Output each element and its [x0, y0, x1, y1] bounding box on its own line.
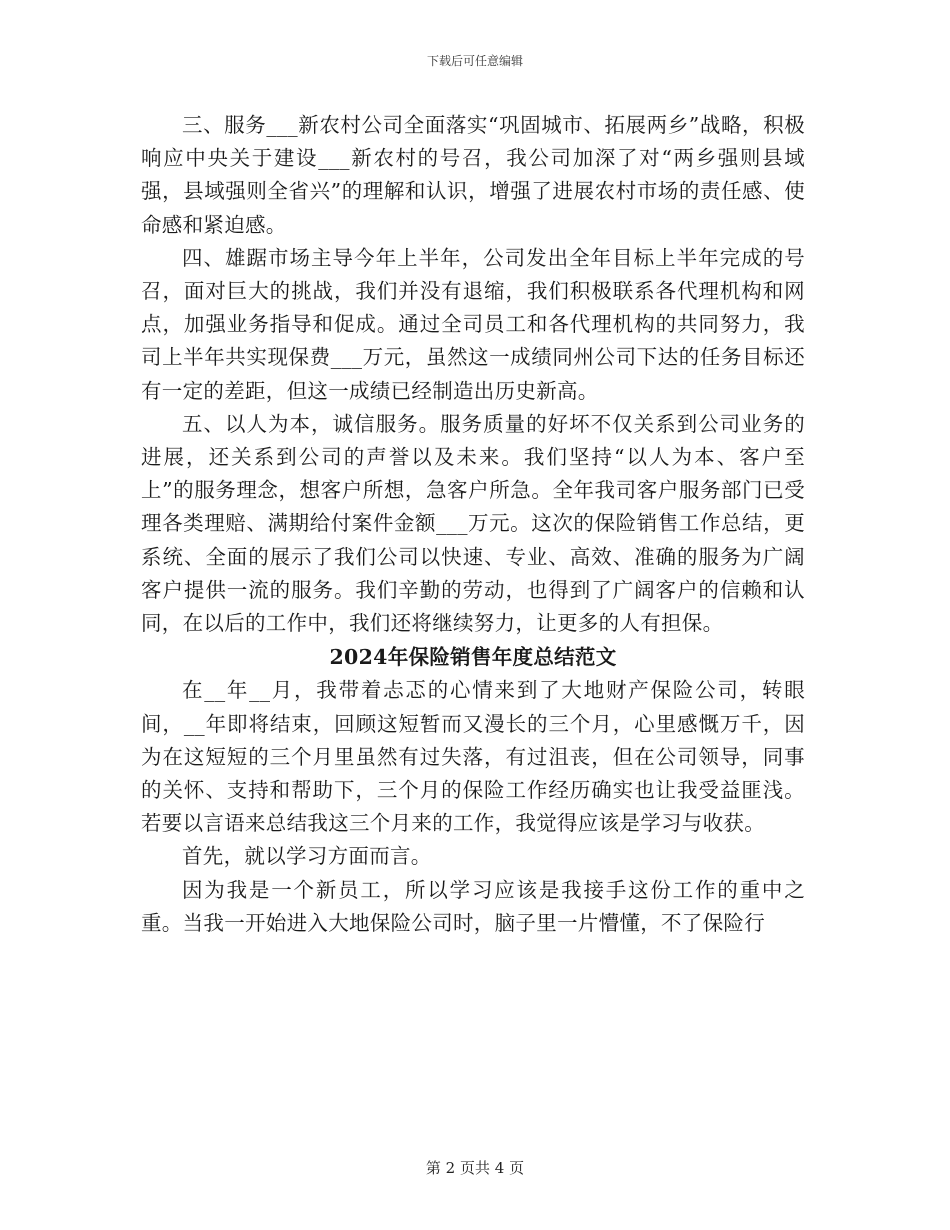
page-header: 下载后可任意编辑 — [426, 54, 523, 68]
page-footer: 第 2 页共 4 页 — [425, 1159, 525, 1177]
paragraph-service-rural: 三、服务___新农村公司全面落实“巩固城市、拓展两乡”战略，积极响应中央关于建设___新农村的号召，我公司加深了对“两乡强则县域强，县域强则全省兴”的理解和认识，增强了进展农村市场的责任感、使命感和紧迫感。 — [141, 113, 805, 237]
document-body — [141, 109, 805, 940]
paragraph-people-first: 五、以人为本，诚信服务。服务质量的好坏不仅关系到公司业务的进展，还关系到公司的声誉以及未来。我们坚持“以人为本、客户至上”的服务理念，想客户所想，急客户所急。全年我司客户服务部门已受理各类理赔、满期给付案件金额___万元。这次的保险销售工作总结，更系统、全面的展示了我们公司以快速、专业、高效、准确的服务为广阔客户提供一流的服务。我们辛勤的劳动，也得到了广阔客户的信赖和认同，在以后的工作中，我们还将继续努力，让更多的人有担保。 — [141, 411, 805, 636]
paragraph-market-lead: 四、雄踞市场主导今年上半年，公司发出全年目标上半年完成的号召，面对巨大的挑战，我们并没有退缩，我们积极联系各代理机构和网点，加强业务指导和促成。通过全司员工和各代理机构的共同努力，我司上半年共实现保费___万元，虽然这一成绩同州公司下达的任务目标还有一定的差距，但这一成绩已经制造出历史新高。 — [141, 245, 805, 403]
paragraph-joining: 在__年__月，我带着忐忑的心情来到了大地财产保险公司，转眼间，__年即将结束，回顾这短暂而又漫长的三个月，心里感慨万千，因为在这短短的三个月里虽然有过失落，有过沮丧，但在公司领导，同事的关怀、支持和帮助下，三个月的保险工作经历确实也让我受益匪浅。若要以言语来总结我这三个月来的工作，我觉得应该是学习与收获。 — [141, 678, 805, 836]
section-heading: 2024年保险销售年度总结范文 — [329, 645, 617, 670]
paragraph-learning-intro: 首先，就以学习方面而言。 — [182, 844, 432, 869]
paragraph-new-employee: 因为我是一个新员工，所以学习应该是我接手这份工作的重中之重。当我一开始进入大地保险公司时，脑子里一片懵懂，不了保险行 — [141, 877, 805, 935]
